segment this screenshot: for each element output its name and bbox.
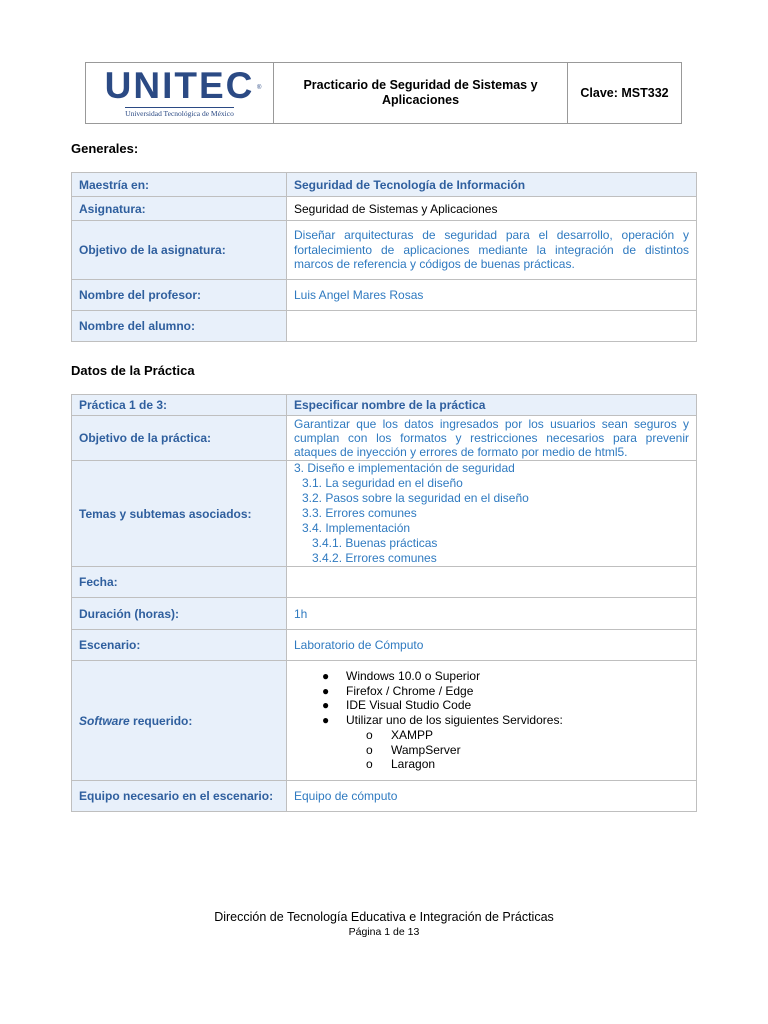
fecha-label: Fecha: bbox=[72, 567, 287, 598]
software-label-emphasis: Software bbox=[79, 713, 130, 728]
list-item: 3.4. Implementación bbox=[302, 521, 411, 535]
sub-bullet-icon: o bbox=[366, 742, 373, 757]
objetivo-practica-value: Garantizar que los datos ingresados por los usuarios sean seguros y cumplan con los formatos y restricciones necesarios para prevenir ataques de inyección y errores de formato por medio de html5. bbox=[287, 416, 697, 461]
asignatura-label: Asignatura: bbox=[72, 197, 287, 221]
fecha-value bbox=[287, 567, 697, 598]
objetivo-practica-label: Objetivo de la práctica: bbox=[72, 416, 287, 461]
registered-mark: ® bbox=[256, 84, 262, 91]
maestria-label: Maestría en: bbox=[72, 173, 287, 197]
document-header bbox=[85, 62, 682, 124]
course-code: Clave: MST332 bbox=[568, 63, 682, 124]
footer-text: Dirección de Tecnología Educativa e Integración de Prácticas bbox=[214, 910, 554, 924]
list-item: ● Utilizar uno de los siguientes Servidores: bbox=[322, 713, 563, 728]
list-item: o Laragon bbox=[366, 757, 436, 772]
practica-label: Práctica 1 de 3: bbox=[72, 395, 287, 416]
table-row bbox=[72, 461, 697, 567]
bullet-icon: ● bbox=[322, 713, 330, 728]
list-item: 3.4.2. Errores comunes bbox=[312, 551, 437, 565]
list-item: ● Windows 10.0 o Superior bbox=[322, 668, 481, 683]
practica-value: Especificar nombre de la práctica bbox=[287, 395, 697, 416]
list-item: ● Firefox / Chrome / Edge bbox=[322, 683, 474, 698]
page-number: Página 1 de 13 bbox=[348, 926, 420, 938]
unitec-logo bbox=[86, 63, 274, 124]
practica-heading: Datos de la Práctica bbox=[71, 363, 195, 378]
profesor-label: Nombre del profesor: bbox=[72, 280, 287, 311]
bullet-icon: ● bbox=[322, 698, 330, 713]
table-row bbox=[72, 280, 697, 311]
software-list bbox=[287, 661, 697, 781]
list-item: o WampServer bbox=[366, 742, 461, 757]
table-row bbox=[72, 395, 697, 416]
document-title: Practicario de Seguridad de Sistemas y Aplicaciones bbox=[274, 63, 568, 124]
sub-bullet-icon: o bbox=[366, 757, 373, 772]
profesor-value: Luis Angel Mares Rosas bbox=[287, 280, 697, 311]
sub-bullet-icon: o bbox=[366, 727, 373, 742]
table-row bbox=[72, 781, 697, 812]
table-row bbox=[72, 197, 697, 221]
alumno-label: Nombre del alumno: bbox=[72, 311, 287, 342]
list-item: 3.3. Errores comunes bbox=[302, 506, 417, 520]
duracion-label: Duración (horas): bbox=[72, 598, 287, 630]
table-row bbox=[72, 661, 697, 781]
bullet-icon: ● bbox=[322, 683, 330, 698]
list-item: 3.1. La seguridad en el diseño bbox=[302, 476, 463, 490]
table-row bbox=[72, 311, 697, 342]
list-item: 3.2. Pasos sobre la seguridad en el diseño bbox=[302, 491, 529, 505]
table-row bbox=[72, 173, 697, 197]
escenario-value: Laboratorio de Cómputo bbox=[287, 630, 697, 661]
generales-table bbox=[71, 172, 697, 342]
temas-label: Temas y subtemas asociados: bbox=[72, 461, 287, 567]
escenario-label: Escenario: bbox=[72, 630, 287, 661]
equipo-label: Equipo necesario en el escenario: bbox=[72, 781, 287, 812]
practica-table bbox=[71, 394, 697, 812]
list-item: 3.4.1. Buenas prácticas bbox=[312, 536, 438, 550]
objetivo-asignatura-value: Diseñar arquitecturas de seguridad para el desarrollo, operación y fortalecimiento de aplicaciones mediante la integración de distintos marcos de referencia y códigos de buenas prácticas. bbox=[287, 221, 697, 280]
table-row bbox=[72, 416, 697, 461]
table-row bbox=[72, 598, 697, 630]
temas-list bbox=[287, 461, 697, 567]
alumno-value bbox=[287, 311, 697, 342]
table-row bbox=[72, 221, 697, 280]
table-row bbox=[72, 630, 697, 661]
maestria-value: Seguridad de Tecnología de Información bbox=[287, 173, 697, 197]
equipo-value: Equipo de cómputo bbox=[287, 781, 697, 812]
list-item: o XAMPP bbox=[366, 727, 434, 742]
list-item: ● IDE Visual Studio Code bbox=[322, 698, 472, 713]
objetivo-asignatura-label: Objetivo de la asignatura: bbox=[72, 221, 287, 280]
list-item: 3. Diseño e implementación de seguridad bbox=[294, 461, 515, 475]
generales-heading: Generales: bbox=[71, 141, 139, 156]
bullet-icon: ● bbox=[322, 668, 330, 683]
software-label-rest: requerido: bbox=[129, 713, 193, 728]
logo-text: UNITEC bbox=[104, 64, 255, 106]
logo-subtitle: Universidad Tecnológica de México bbox=[125, 108, 234, 118]
software-label bbox=[72, 661, 287, 781]
table-row bbox=[72, 567, 697, 598]
duracion-value: 1h bbox=[287, 598, 697, 630]
asignatura-value: Seguridad de Sistemas y Aplicaciones bbox=[287, 197, 697, 221]
